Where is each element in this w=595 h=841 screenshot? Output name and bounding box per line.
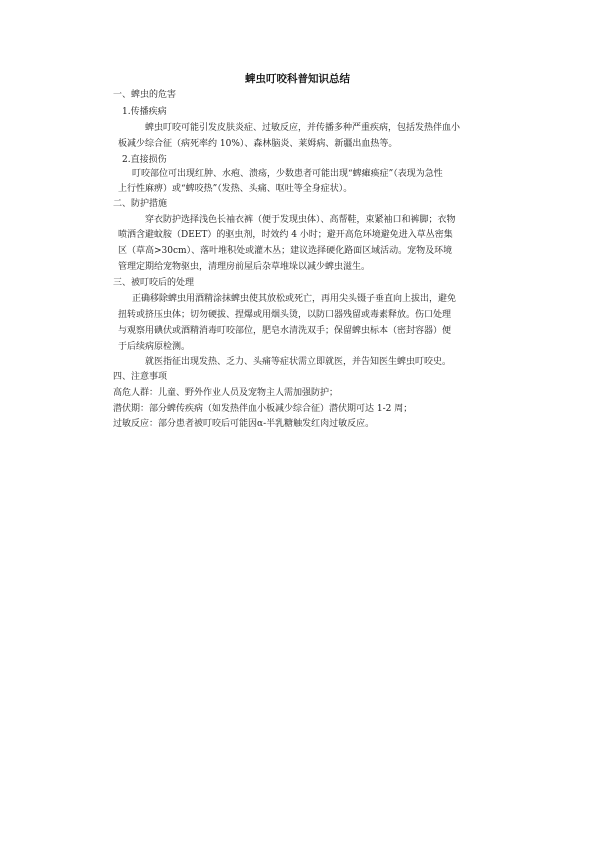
paragraph-line: 穿衣防护选择浅色长袖衣裤（便于发现虫体）、高帮鞋，束紧袖口和裤脚；衣物 <box>145 215 456 225</box>
paragraph-line: 管理定期给宠物驱虫，清理房前屋后杂草堆垛以减少蜱虫滋生。 <box>118 262 371 272</box>
note-allergic-reaction: 过敏反应：部分患者被叮咬后可能因α-半乳糖触发红肉过敏反应。 <box>113 419 375 429</box>
subheading-disease-transmission: 1.传播疾病 <box>122 107 167 117</box>
paragraph-line: 区（草高>30cm）、落叶堆积处或灌木丛；建议选择硬化路面区域活动。宠物及环境 <box>118 246 453 256</box>
document-title: 蜱虫叮咬科普知识总结 <box>245 73 350 85</box>
paragraph-line: 上行性麻痹）或“蜱咬热”（发热、头痛、呕吐等全身症状）。 <box>118 184 353 194</box>
subheading-direct-damage: 2.直接损伤 <box>122 155 167 165</box>
paragraph-line: 就医指征出现发热、乏力、头痛等症状需立即就医，并告知医生蜱虫叮咬史。 <box>145 357 452 367</box>
note-high-risk-groups: 高危人群：儿童、野外作业人员及宠物主人需加强防护； <box>113 388 339 398</box>
section-heading-after-bite: 三、被叮咬后的处理 <box>113 278 195 288</box>
paragraph-line: 叮咬部位可出现红肿、水疱、溃疡，少数患者可能出现“蜱瘫痪症”（表现为急性 <box>132 169 443 179</box>
note-incubation-period: 潜伏期：部分蜱传疾病（如发热伴血小板减少综合征）潜伏期可达 1-2 周； <box>113 404 413 414</box>
paragraph-line: 蜱虫叮咬可能引发皮肤炎症、过敏反应，并传播多种严重疾病，包括发热伴血小 <box>145 123 461 133</box>
paragraph-line: 于后续病原检测。 <box>118 342 191 352</box>
paragraph-line: 扭转或挤压虫体；切勿硬拔、捏爆或用烟头烫，以防口器残留或毒素释放。伤口处理 <box>118 310 452 320</box>
paragraph-line: 正确移除蜱虫用酒精涂抹蜱虫使其放松或死亡，再用尖头镊子垂直向上拔出，避免 <box>132 294 457 304</box>
paragraph-line: 与观察用碘伏或酒精消毒叮咬部位，肥皂水清洗双手；保留蜱虫标本（密封容器）便 <box>118 326 452 336</box>
section-heading-notes: 四、注意事项 <box>113 372 168 382</box>
section-heading-hazards: 一、蜱虫的危害 <box>113 90 177 100</box>
section-heading-protection: 二、防护措施 <box>113 199 168 209</box>
paragraph-line: 喷洒含避蚊胺（DEET）的驱虫剂，时效约 4 小时；避开高危环境避免进入草丛密集 <box>118 230 453 240</box>
paragraph-line: 板减少综合征（病死率约 10%）、森林脑炎、莱姆病、新疆出血热等。 <box>118 139 398 149</box>
